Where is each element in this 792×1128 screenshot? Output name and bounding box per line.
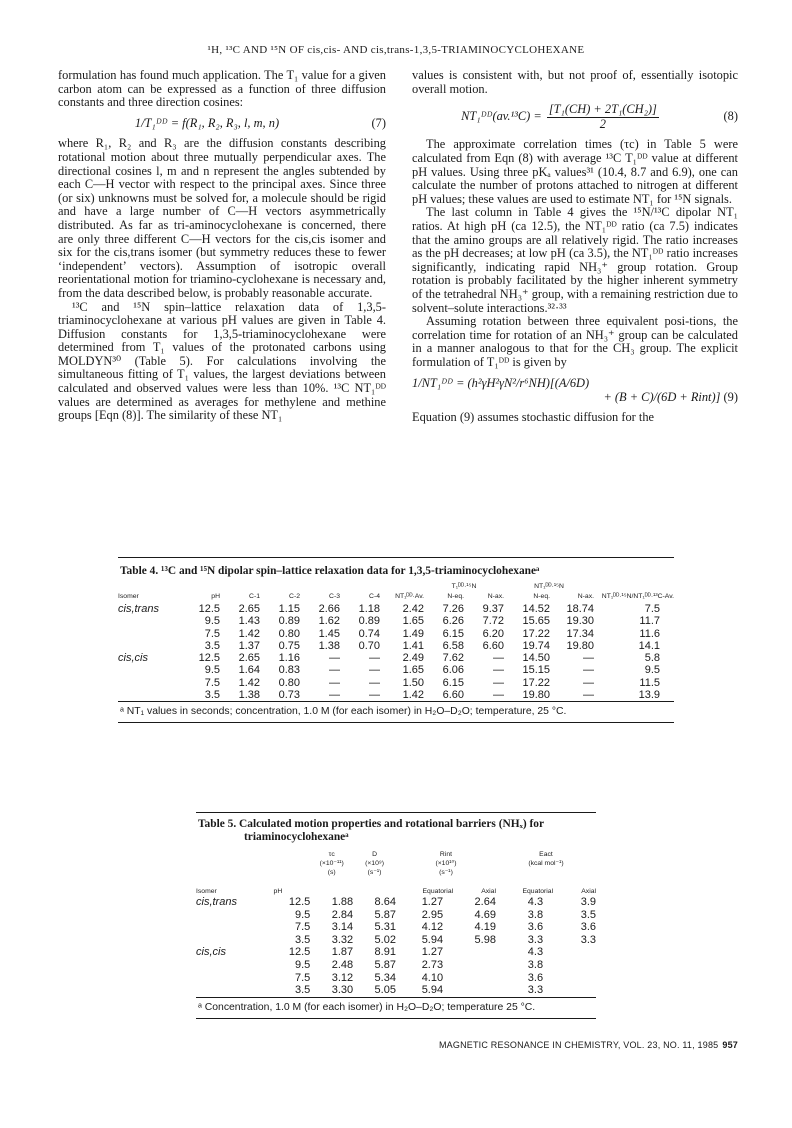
table-cell: 3.32	[331, 933, 354, 946]
table-footnote: ᵃ Concentration, 1.0 M (for each isomer) in H₂O–D₂O; temperature 25 °C.	[198, 1001, 536, 1013]
table-cell: 2.49	[402, 652, 424, 665]
table-cell: 6.60	[442, 689, 464, 702]
table-cell: 7.5	[204, 676, 220, 689]
table-cell	[553, 959, 596, 972]
table-cell: 7.26	[442, 603, 464, 615]
table-cell: —	[369, 652, 380, 665]
table-cell: 3.3	[527, 933, 544, 946]
table-cell: 11.7	[639, 615, 660, 628]
table-cell: 2.65	[238, 652, 260, 665]
isomer-cell: cis,cis	[196, 946, 226, 959]
table-cell: 5.87	[374, 908, 396, 921]
table-cell: 0.74	[358, 627, 380, 640]
table-cell: 1.87	[331, 946, 354, 959]
table-row	[118, 640, 674, 652]
table-cell: 1.42	[238, 676, 260, 689]
column-header: N-ax.	[577, 593, 594, 600]
table-cell: 5.05	[374, 984, 396, 997]
table-cell: 3.12	[331, 971, 354, 984]
table-footnote: ᵃ NT₁ values in seconds; concentration, 1.0 M (for each isomer) in H₂O–D₂O; temperature, 25 °C.	[120, 706, 567, 718]
equation-line: 1/NT₁ᴰᴰ = (h²γH²γN²/r⁶NH)[(A/6D)	[412, 376, 590, 391]
table-cell: 1.27	[421, 946, 444, 959]
table-cell: 3.8	[527, 908, 544, 921]
table-cell: 5.94	[421, 984, 444, 997]
isomer-cell	[118, 615, 184, 627]
header-unit: (×10¹⁰)	[435, 860, 457, 867]
table-cell: —	[369, 689, 380, 702]
header-eact	[496, 850, 596, 877]
isomer-cell	[196, 984, 274, 997]
table-cell: —	[329, 664, 340, 677]
header-label: τc	[328, 851, 335, 858]
table-cell: —	[583, 652, 594, 665]
table-cell: 7.5	[294, 971, 311, 984]
table-row	[196, 972, 596, 985]
table-rule	[118, 701, 674, 702]
table-cell: 1.37	[238, 639, 260, 652]
table-cell: 0.83	[278, 664, 300, 677]
table-row	[118, 664, 674, 676]
table-5	[196, 812, 596, 1019]
equation-line: + (B + C)/(6D + Rint)]	[603, 390, 721, 405]
table-cell: 1.16	[278, 652, 300, 665]
paragraph: values is consistent with, but not proof of, essentially isotopic overall motion.	[412, 68, 738, 96]
isomer-cell	[196, 959, 274, 972]
table-cell: 19.74	[522, 639, 550, 652]
table-cell: 7.5	[294, 921, 311, 934]
table-cell: 2.64	[474, 896, 496, 908]
table-row	[196, 909, 596, 922]
table-cell: 2.42	[402, 603, 424, 615]
header-equatorial: Equatorial	[522, 888, 554, 895]
table-cell: 3.3	[527, 984, 544, 997]
equation-fraction	[547, 103, 659, 131]
table-cell: 0.75	[278, 639, 300, 652]
header-equatorial: Equatorial	[422, 888, 454, 895]
table-rule	[118, 722, 674, 723]
table-cell: 2.95	[421, 908, 444, 921]
group-header-nt1: NT₁ᴰᴰ·¹⁵N	[534, 583, 564, 590]
table-caption	[198, 818, 596, 844]
header-isomer: Isomer	[196, 888, 217, 895]
table-cell: 5.34	[374, 971, 396, 984]
table-cell: 5.87	[374, 958, 396, 971]
column-header: C-1	[249, 593, 260, 600]
table-cell: 3.6	[527, 971, 544, 984]
table-cell: —	[583, 676, 594, 689]
table-cell: 8.64	[374, 896, 396, 908]
table-cell	[553, 972, 596, 985]
table-cell: 6.60	[482, 639, 504, 652]
table-cell: 1.41	[402, 639, 424, 652]
table-row	[196, 896, 596, 909]
header-unit: (×10⁹)	[365, 860, 385, 867]
table-cell: 5.98	[474, 933, 496, 946]
table-cell: 1.42	[402, 689, 424, 702]
table-cell: 1.45	[318, 627, 340, 640]
equation-body: 1/T₁ᴰᴰ = f(R₁, R₂, R₃, l, m, n)	[134, 115, 280, 130]
page-footer	[412, 1040, 738, 1050]
table-cell: 2.84	[331, 908, 354, 921]
table-row	[196, 921, 596, 934]
table-cell: 5.94	[421, 933, 444, 946]
paragraph: The approximate correlation times (τc) in Table 5 were calculated from Eqn (8) with average ¹³C T₁ᴰᴰ value at different pH values. Using three pKₐ values³¹ (10.4, 8.7 and 6.9), one can calculate the number of protons attached to nitrogen at different pH values; these values are used to estimate NT₁ for ¹⁵N signals.	[412, 137, 738, 206]
table-cell: 3.14	[331, 921, 354, 934]
table-cell: 7.5	[644, 603, 660, 615]
table-cell: 3.5	[580, 908, 596, 921]
table-cell: 1.49	[402, 627, 424, 640]
table-cell: 0.89	[278, 615, 300, 628]
table-cell: 3.9	[580, 896, 596, 908]
isomer-cell	[196, 972, 274, 985]
table-cell: 5.8	[644, 652, 660, 665]
header-unit: (×10⁻¹¹)	[319, 860, 344, 867]
header-label: D	[372, 851, 377, 858]
column-header: NT₁ᴰᴰ·¹⁵N/NT₁ᴰᴰ·¹³C-Av.	[601, 593, 674, 600]
table-cell: 14.52	[522, 603, 550, 615]
table-cell: 14.1	[638, 639, 660, 652]
equation-line-2	[412, 391, 738, 405]
header-unit: (s⁻¹)	[439, 869, 453, 876]
table-cell: 2.66	[318, 603, 340, 615]
header-unit: (s⁻¹)	[367, 869, 382, 876]
table-cell: —	[583, 664, 594, 677]
table-cell: 6.06	[442, 664, 464, 677]
table-cell: 3.5	[294, 933, 311, 946]
column-header: C-4	[369, 593, 380, 600]
column-header: C-2	[289, 593, 300, 600]
table-cell: 11.5	[639, 676, 660, 689]
isomer-cell	[118, 664, 184, 676]
table-rule	[196, 812, 596, 813]
table-cell: 2.65	[238, 603, 260, 615]
table-cell: —	[493, 676, 504, 689]
column-header: C-3	[329, 593, 340, 600]
isomer-cell	[118, 677, 184, 689]
table-cell	[453, 972, 496, 985]
table-row	[118, 603, 674, 615]
table-cell: 6.15	[442, 676, 464, 689]
table-cell: 1.62	[318, 615, 340, 628]
table-cell: 17.22	[522, 627, 550, 640]
column-header: N-ax.	[487, 593, 504, 600]
table-cell: 12.5	[288, 896, 311, 908]
isomer-cell: cis,cis	[118, 652, 148, 665]
table-cell: 19.80	[566, 639, 594, 652]
paragraph: ¹³C and ¹⁵N spin–lattice relaxation data of 1,3,5-triaminocyclohexane at various pH values are given in Table 4. Diffusion constants for 1,3,5-triaminocyclohexane were determined from T₁ values of the protonated carbons using MOLDYN³⁰ (Table 5). For calculations involving the simultaneous fitting of T₁ values, the largest deviations between calculated and observed values were less than 10%. ¹³C NT₁ᴰᴰ values are determined as averages for methylene and methine groups [Eqn (8)]. The similarity of these NT₁	[58, 299, 386, 423]
table-cell: 3.5	[204, 689, 220, 702]
table-row	[196, 984, 596, 997]
header-unit: (kcal mol⁻¹)	[528, 860, 564, 867]
header-ph: pH	[273, 888, 283, 895]
equation-number: (9)	[723, 390, 738, 405]
table-cell: 17.22	[522, 676, 550, 689]
column-header: Isomer	[118, 593, 139, 600]
table-cell: 12.5	[288, 946, 311, 959]
page-number: 957	[722, 1040, 738, 1050]
table-cell: 1.64	[238, 664, 260, 677]
table-cell: 15.15	[522, 664, 550, 677]
isomer-cell: cis,trans	[196, 896, 237, 908]
table-cell	[453, 946, 496, 959]
table-cell: 17.34	[566, 627, 594, 640]
equation-7	[58, 117, 386, 131]
isomer-cell	[196, 921, 274, 934]
table-cell: —	[329, 652, 340, 665]
table-cell: 19.80	[522, 689, 550, 702]
running-head: ¹H, ¹³C AND ¹⁵N OF cis,cis- AND cis,trans-1,3,5-TRIAMINOCYCLOHEXANE	[207, 44, 585, 56]
table-cell: 1.50	[402, 676, 424, 689]
fraction-denominator: 2	[599, 116, 606, 131]
table-cell: 6.20	[482, 627, 504, 640]
table-cell: 1.65	[402, 615, 424, 628]
fraction-numerator: [T₁(CH) + 2T₁(CH₂)]	[548, 102, 657, 117]
isomer-cell	[118, 628, 184, 640]
equation-9	[412, 377, 738, 404]
table-cell: 4.69	[474, 908, 496, 921]
table-cell: 8.91	[374, 946, 396, 959]
table-cell: 12.5	[198, 652, 220, 665]
table-cell: 1.88	[331, 896, 354, 908]
table-cell: 1.27	[421, 896, 444, 908]
table-caption: Table 4. ¹³C and ¹⁵N dipolar spin–lattice relaxation data for 1,3,5-triaminocyclohexaneᵃ	[120, 565, 540, 577]
table-cell	[453, 984, 496, 997]
header-row	[118, 593, 674, 603]
table-cell: 1.18	[358, 603, 380, 615]
table-row	[196, 946, 596, 959]
header-d	[353, 850, 396, 877]
table-cell: 1.15	[278, 603, 300, 615]
right-column	[412, 69, 738, 424]
table-rule	[118, 557, 674, 558]
table-row	[196, 959, 596, 972]
table-rule	[196, 997, 596, 998]
table-row	[118, 677, 674, 689]
column-header: pH	[211, 593, 220, 600]
column-header: N-eq.	[533, 593, 550, 600]
table-cell: 6.26	[442, 615, 464, 628]
table-cell: 3.6	[527, 921, 544, 934]
header-label: Eact	[539, 851, 553, 858]
table-cell: 4.3	[527, 896, 544, 908]
table-cell: 3.30	[331, 984, 354, 997]
paragraph: where R₁, R₂ and R₃ are the diffusion constants describing rotational motion about three mutually perpendicular axes. The directional cosines l, m and n represent the angles subtended by each C—H vector with respect to the principal axes. Since three (or six) unknowns must be solved for, a molecule should be rigid and have a large number of C—H vectors asymmetrically distributed. As far as tri-aminocyclohexane is concerned, there are only three different C—H vectors for the cis,cis isomer and six for the cis,trans isomer (but symmetry reduces these to fewer ‘independent’ vectors). Assumption of isotropic overall reorientational motion for triamino-cyclohexane is necessary and, from the data described below, is probably reasonable accurate.	[58, 136, 386, 300]
table-row	[118, 628, 674, 640]
header-unit: (s)	[327, 869, 336, 876]
table-cell: 0.73	[278, 689, 300, 702]
caption-line: Table 5. Calculated motion properties and rotational barriers (NHₓ) for	[198, 818, 545, 830]
table-cell	[553, 984, 596, 997]
equation-lhs: NT₁ᴰᴰ(av.¹³C) =	[461, 109, 542, 124]
table-cell: —	[493, 652, 504, 665]
isomer-cell	[118, 689, 184, 701]
isomer-cell: cis,trans	[118, 603, 159, 615]
table-cell: —	[369, 664, 380, 677]
table-cell: 0.80	[278, 627, 300, 640]
table-row	[118, 652, 674, 664]
table-cell: —	[493, 664, 504, 677]
table-row	[118, 615, 674, 627]
paragraph: formulation has found much application. The T₁ value for a given carbon atom can be expressed as a function of three diffusion constants and three direction cosines:	[58, 68, 386, 110]
table-cell: 4.10	[421, 971, 444, 984]
table-cell: 3.5	[294, 984, 311, 997]
table-cell: 0.70	[358, 639, 380, 652]
group-header-t1: T₁ᴰᴰ·¹⁵N	[451, 583, 477, 590]
table-cell: —	[493, 689, 504, 702]
table-cell: 1.38	[318, 639, 340, 652]
table-cell: 3.6	[580, 921, 596, 934]
table-cell: 3.3	[580, 933, 596, 946]
header-label: Rint	[439, 851, 452, 858]
table-cell: 11.6	[639, 627, 660, 640]
table-cell: 14.50	[522, 652, 550, 665]
table-cell: 0.80	[278, 676, 300, 689]
table-cell: 2.73	[421, 958, 444, 971]
table-cell: 7.5	[204, 627, 220, 640]
equation-number: (7)	[371, 115, 386, 130]
isomer-cell	[196, 909, 274, 922]
table-cell: 12.5	[198, 603, 220, 615]
table-row	[196, 934, 596, 947]
table-4-grid	[118, 583, 674, 701]
table-cell: —	[583, 689, 594, 702]
isomer-cell	[196, 934, 274, 947]
table-cell: 4.12	[421, 921, 444, 934]
paragraph: Assuming rotation between three equivalent posi-tions, the correlation time for rotation of an NH₃⁺ group can be calculated in a manner analogous to that for the CH₃ group. The explicit formulation of T₁ᴰᴰ is given by	[412, 314, 738, 369]
header-axial: Axial	[581, 888, 596, 895]
paragraph: Equation (9) assumes stochastic diffusion for the	[412, 409, 655, 424]
equation-number: (8)	[723, 109, 738, 124]
header-axial: Axial	[481, 888, 496, 895]
journal-citation: MAGNETIC RESONANCE IN CHEMISTRY, VOL. 23, NO. 11, 1985	[438, 1040, 719, 1050]
table-cell: 6.15	[442, 627, 464, 640]
table-rule	[196, 1018, 596, 1019]
table-cell: 6.58	[442, 639, 464, 652]
table-row	[118, 689, 674, 701]
table-cell: 1.38	[238, 689, 260, 702]
table-4	[118, 557, 674, 723]
table-cell: 9.5	[644, 664, 660, 677]
paragraph: The last column in Table 4 gives the ¹⁵N/¹³C dipolar NT₁ ratios. At high pH (ca 12.5), the NT₁ᴰᴰ ratio (ca 7.5) indicates that the amino groups are all relatively rigid. The ratio increases as the pH decreases; at low pH (ca 3.5), the NT₁ᴰᴰ ratio increases significantly, indicating rapid NH₃⁺ group rotation. Group rotation is probably facilitated by the higher inherent symmetry of the tetrahedral NH₃⁺ group, with a remaining restriction due to solvent–solute interactions.³²·³³	[412, 205, 738, 315]
left-column	[58, 69, 386, 423]
table-cell: 5.31	[374, 921, 396, 934]
table-cell: 1.42	[238, 627, 260, 640]
table-cell	[553, 946, 596, 959]
table-cell: 9.5	[294, 958, 311, 971]
isomer-cell	[118, 640, 184, 652]
table-cell: 1.65	[402, 664, 424, 677]
caption-line: triaminocyclohexaneᵃ	[244, 831, 349, 843]
table-cell: 18.74	[566, 603, 594, 615]
header-tau	[310, 850, 353, 877]
table-cell: 15.65	[522, 615, 550, 628]
table-cell: 9.37	[482, 603, 504, 615]
table-cell: 7.62	[442, 652, 464, 665]
table-cell: 4.3	[527, 946, 544, 959]
table-cell: 0.89	[358, 615, 380, 628]
table-cell: 4.19	[474, 921, 496, 934]
header-rint	[396, 850, 496, 877]
table-cell: —	[329, 689, 340, 702]
equation-body	[412, 103, 708, 131]
table-cell	[453, 959, 496, 972]
table-5-grid	[196, 850, 596, 997]
table-cell: 9.5	[204, 615, 220, 628]
table-cell: 3.8	[527, 958, 544, 971]
column-header: NT₁ᴰᴰ·Av.	[395, 593, 424, 600]
equation-8	[412, 103, 738, 131]
table-cell: 13.9	[638, 689, 660, 702]
table-cell: —	[329, 676, 340, 689]
table-cell: —	[369, 676, 380, 689]
table-cell: 9.5	[294, 908, 311, 921]
table-cell: 7.72	[482, 615, 504, 628]
table-cell: 2.48	[331, 958, 354, 971]
table-cell: 1.43	[238, 615, 260, 628]
table-cell: 3.5	[204, 639, 220, 652]
table-cell: 19.30	[566, 615, 594, 628]
table-cell: 5.02	[374, 933, 396, 946]
table-cell: 9.5	[204, 664, 220, 677]
column-header: N-eq.	[447, 593, 464, 600]
